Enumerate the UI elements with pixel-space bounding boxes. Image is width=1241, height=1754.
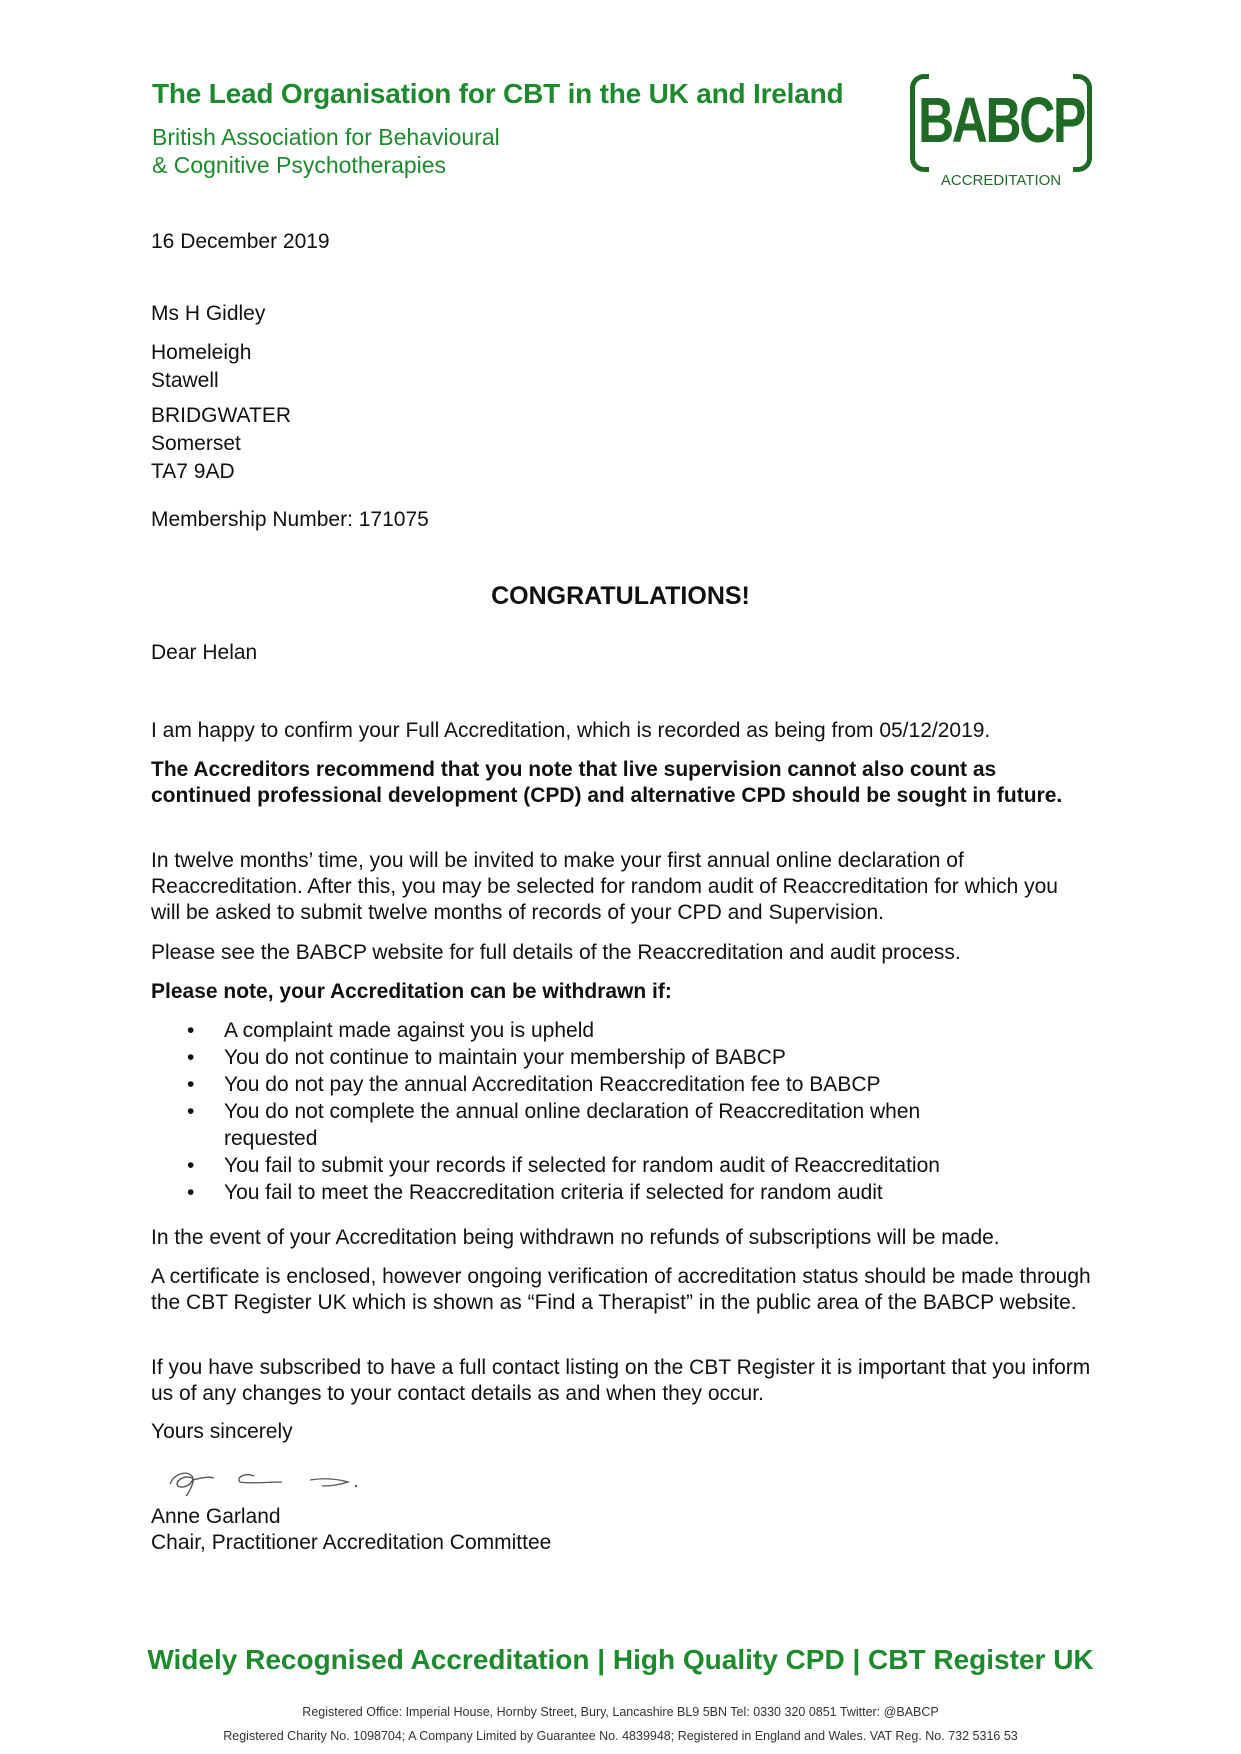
paragraph-website: Please see the BABCP website for full details of the Reaccreditation and audit process. — [151, 941, 961, 964]
recipient-name: Ms H Gidley — [151, 302, 266, 325]
membership-number: Membership Number: 171075 — [151, 508, 429, 531]
footer-registered-office: Registered Office: Imperial House, Hornby Street, Bury, Lancashire BL9 5BN Tel: 0330 320 0851 Twitter: @BABCP — [302, 1705, 939, 1719]
letter-date: 16 December 2019 — [151, 230, 330, 253]
address-line: TA7 9AD — [151, 460, 235, 483]
signatory-title: Chair, Practitioner Accreditation Committee — [151, 1531, 552, 1554]
list-item: • You do not pay the annual Accreditation Reaccreditation fee to BABCP — [151, 1071, 1091, 1098]
address-line: BRIDGWATER — [151, 404, 291, 427]
list-item: • You fail to meet the Reaccreditation criteria if selected for random audit — [151, 1179, 1091, 1206]
signatory-name: Anne Garland — [151, 1505, 281, 1528]
paragraph-contact-details: If you have subscribed to have a full contact listing on the CBT Register it is important that you inform us of any changes to your contact details as and when they occur. — [151, 1356, 1091, 1405]
list-item: • You do not continue to maintain your membership of BABCP — [151, 1044, 1091, 1071]
header-org-name-line1: British Association for Behavioural — [152, 124, 500, 150]
list-item: • You do not complete the annual online declaration of Reaccreditation when requested — [151, 1098, 1091, 1152]
header-org-name-line2: & Cognitive Psychotherapies — [152, 152, 447, 178]
paragraph-certificate: A certificate is enclosed, however ongoing verification of accreditation status should be made through the CBT Register UK which is shown as “Find a Therapist” in the public area of the BABCP website. — [151, 1265, 1091, 1314]
list-item: • A complaint made against you is upheld — [151, 1017, 1091, 1044]
address-line: Somerset — [151, 432, 241, 455]
paragraph-confirmation: I am happy to confirm your Full Accreditation, which is recorded as being from 05/12/2019. — [151, 719, 991, 742]
babcp-accreditation-logo — [908, 72, 1094, 196]
footer-strapline: Widely Recognised Accreditation | High Quality CPD | CBT Register UK — [147, 1644, 1094, 1675]
list-item: • You fail to submit your records if selected for random audit of Reaccreditation — [151, 1152, 1091, 1179]
footer-registration-details: Registered Charity No. 1098704; A Company Limited by Guarantee No. 4839948; Registered in England and Wales. VAT Reg. No. 732 5316 53 — [223, 1729, 1018, 1743]
letter-heading: CONGRATULATIONS! — [491, 582, 750, 610]
withdraw-heading: Please note, your Accreditation can be withdrawn if: — [151, 980, 672, 1003]
paragraph-reaccreditation: In twelve months’ time, you will be invited to make your first annual online declaration of Reaccreditation. After this, you may be selected for random audit of Reaccreditation for which you will be asked to submit twelve months of records of your CPD and Supervision. — [151, 849, 1058, 924]
logo-subtitle: ACCREDITATION — [940, 172, 1062, 189]
paragraph-refunds: In the event of your Accreditation being withdrawn no refunds of subscriptions will be made. — [151, 1226, 1000, 1249]
salutation: Dear Helan — [151, 641, 258, 664]
withdrawal-conditions-list — [151, 1017, 1091, 1206]
logo-wordmark: BABCP — [918, 84, 1084, 156]
header-tagline: The Lead Organisation for CBT in the UK and Ireland — [152, 78, 844, 109]
paragraph-recommendation: The Accreditors recommend that you note that live supervision cannot also count as continued professional development (CPD) and alternative CPD should be sought in future. — [151, 758, 1063, 807]
closing: Yours sincerely — [151, 1420, 293, 1443]
signature-image — [162, 1456, 362, 1500]
address-line: Stawell — [151, 369, 219, 392]
address-line: Homeleigh — [151, 341, 252, 364]
